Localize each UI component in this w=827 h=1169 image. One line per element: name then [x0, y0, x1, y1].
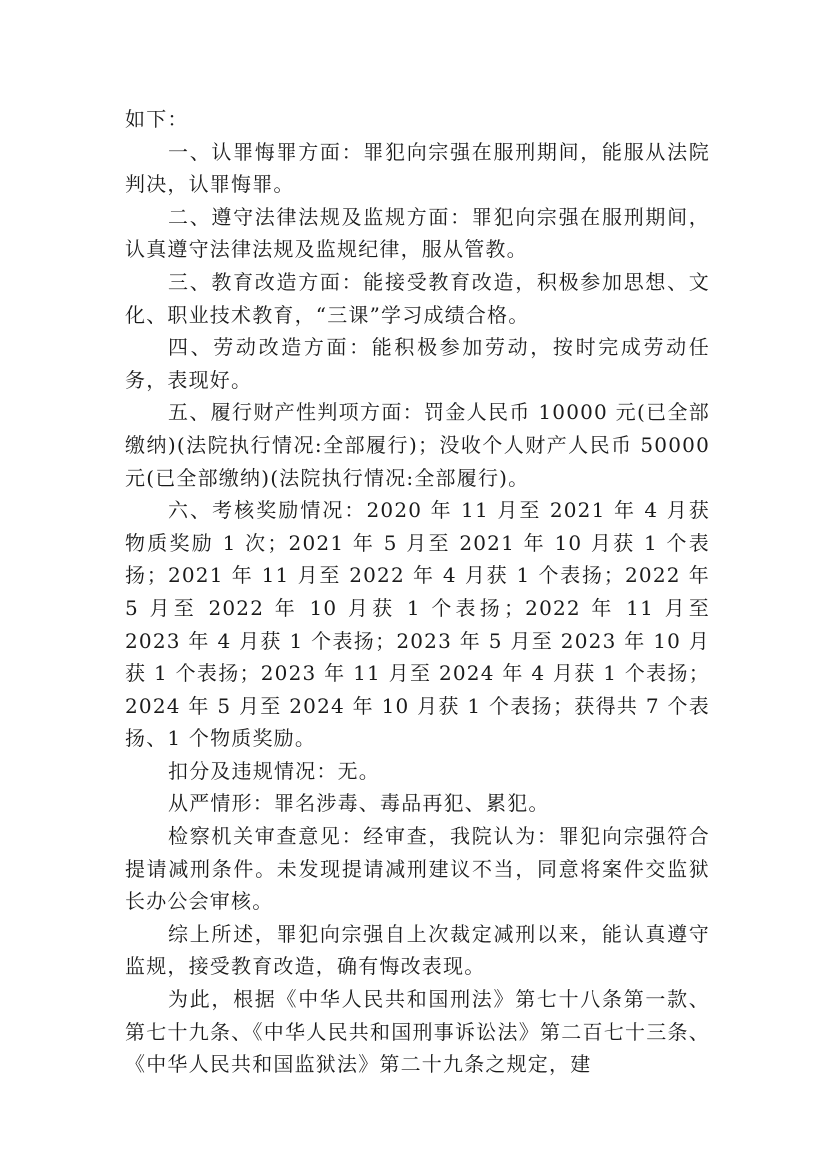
paragraph-law-compliance: 二、遵守法律法规及监规方面：罪犯向宗强在服刑期间，认真遵守法律法规及监规纪律，服从管教。 [125, 204, 710, 262]
paragraph-procuratorate-opinion: 检察机关审查意见：经审查，我院认为：罪犯向宗强符合提请减刑条件。未发现提请减刑建议不当，同意将案件交监狱长办公会审核。 [125, 824, 710, 914]
paragraph-repentance: 一、认罪悔罪方面：罪犯向宗强在服刑期间，能服从法院判决，认罪悔罪。 [125, 139, 710, 197]
paragraph-legal-basis: 为此，根据《中华人民共和国刑法》第七十八条第一款、第七十九条、《中华人民共和国刑事诉讼法》第二百七十三条、《中华人民共和国监狱法》第二十九条之规定，建 [125, 987, 710, 1077]
paragraph-summary: 综上所述，罪犯向宗强自上次裁定减刑以来，能认真遵守监规，接受教育改造，确有悔改表现。 [125, 921, 710, 979]
paragraph-violations: 扣分及违规情况：无。 [168, 758, 380, 783]
intro-line: 如下： [125, 107, 189, 131]
paragraph-education: 三、教育改造方面：能接受教育改造，积极参加思想、文化、职业技术教育，“三课”学习成绩合格。 [125, 269, 710, 327]
document-body [125, 103, 710, 1081]
paragraph-strict-circumstances: 从严情形：罪名涉毒、毒品再犯、累犯。 [168, 791, 550, 816]
paragraph-property-judgment: 五、履行财产性判项方面：罚金人民币 10000 元(已全部缴纳)(法院执行情况:全部履行)；没收个人财产人民币 50000 元(已全部缴纳)(法院执行情况:全部履行)。 [125, 400, 710, 490]
paragraph-labor: 四、劳动改造方面：能积极参加劳动，按时完成劳动任务，表现好。 [125, 335, 710, 392]
paragraph-rewards: 六、考核奖励情况：2020 年 11 月至 2021 年 4 月获物质奖励 1 次；2021 年 5 月至 2021 年 10 月获 1 个表扬；2021 年 11 月至 2022 年 4 月获 1 个表扬；2022 年 5 月至 2022 年 10 月获 1 个表扬；2022 年 11 月至 2023 年 4 月获 1 个表扬；2023 年 5 月至 2023 年 10 月获 1 个表扬；2023 年 11 月至 2024 年 4 月获 1 个表扬；2024 年 5 月至 2024 年 10 月获 1 个表扬；获得共 7 个表扬、1 个物质奖励。 [125, 498, 710, 751]
